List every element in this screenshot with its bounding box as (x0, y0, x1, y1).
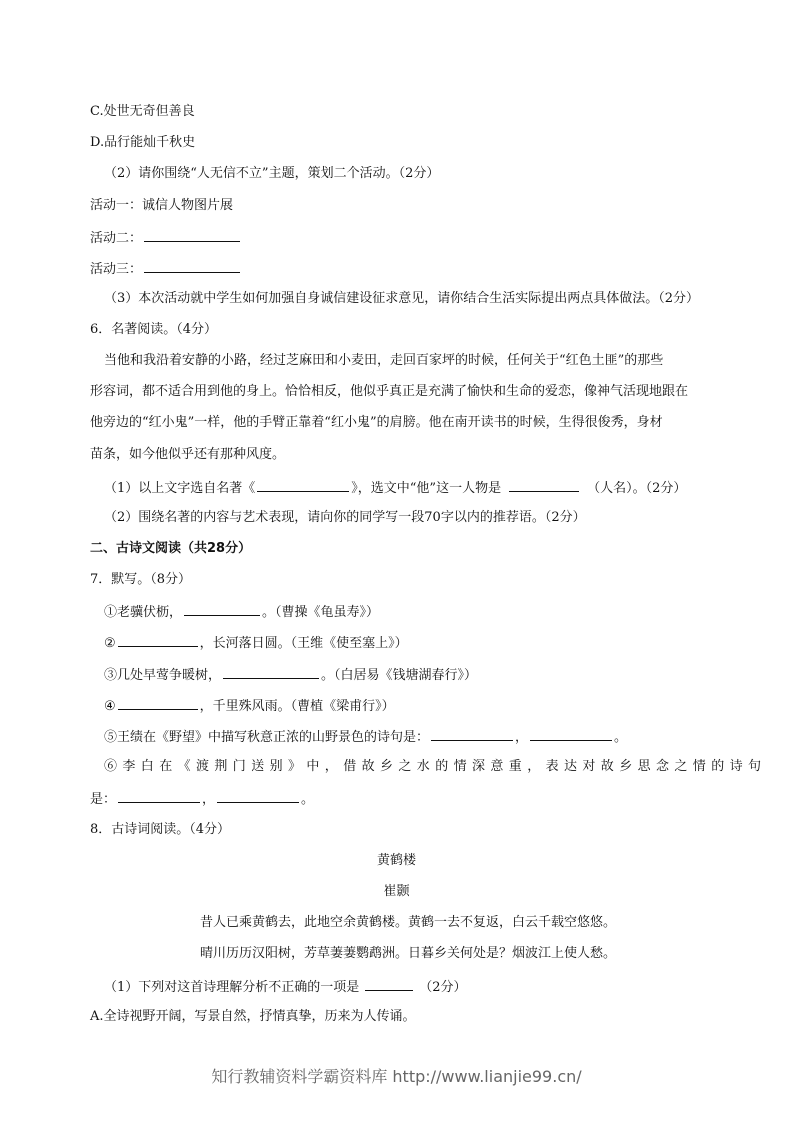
activity-2-row (90, 229, 242, 247)
answer-blank[interactable] (184, 603, 260, 616)
section-heading: 二、古诗文阅读（共28分） (90, 541, 252, 556)
poem-author: 崔颢 (383, 884, 410, 899)
passage-line: 当他和我沿着安静的小路，经过芝麻田和小麦田，走回百家坪的时候，任何关于“红色土匪”的那些 (104, 353, 664, 368)
option-d: D.品行能灿千秋史 (90, 135, 196, 150)
activity-3-row (90, 260, 242, 278)
q8-part1-a: （1）下列对这首诗理解分析不正确的一项是 (104, 980, 360, 995)
q7-item-2 (104, 634, 408, 652)
q6-part1-text-a: （1）以上文字选自名著《 (104, 481, 256, 496)
q7-item-6-a: 是： (90, 792, 117, 807)
q7-item-1-a: ①老骥伏枥， (104, 605, 183, 620)
answer-blank[interactable] (118, 697, 198, 710)
q7-item-4-b: ，千里殊风雨。（曹植《梁甫行》） (199, 699, 395, 714)
q7-item-3 (104, 666, 477, 684)
answer-blank[interactable] (144, 229, 240, 242)
q6-part1-text-c: （人名）。（2分） (587, 481, 687, 496)
q8-part1 (104, 978, 467, 996)
q7-item-5-a: ⑤王绩在《野望》中描写秋意正浓的山野景色的诗句是： (104, 730, 430, 745)
activity-2-label: 活动二： (90, 231, 143, 246)
answer-blank[interactable] (530, 728, 612, 741)
q8-option-a: A.全诗视野开阔，写景自然，抒情真挚，历来为人传诵。 (90, 1009, 416, 1024)
q7-item-2-a: ② (104, 636, 116, 651)
passage-line: 苗条，如今他似乎还有那种风度。 (90, 447, 286, 462)
q7-item-6-line2 (90, 790, 314, 808)
q6-part1 (104, 479, 686, 497)
q7-item-3-b: 。（白居易《钱塘湖春行》） (321, 668, 478, 683)
answer-blank[interactable] (217, 790, 299, 803)
q7-heading: 7．默写。（8分） (90, 572, 192, 587)
q7-item-5 (104, 728, 627, 746)
activity-3-label: 活动三： (90, 262, 143, 277)
answer-blank[interactable] (431, 728, 513, 741)
poem-line: 晴川历历汉阳树，芳草萋萋鹦鹉洲。日暮乡关何处是？烟波江上使人愁。 (200, 946, 617, 961)
q8-part1-b: （2分） (419, 980, 467, 995)
answer-blank[interactable] (144, 260, 240, 273)
activity-1: 活动一：诚信人物图片展 (90, 198, 234, 213)
answer-blank[interactable] (118, 634, 198, 647)
q8-heading: 8．古诗词阅读。（4分） (90, 822, 231, 837)
q6-part1-text-b: 》，选文中“他”这一人物是 (351, 481, 502, 496)
answer-blank[interactable] (223, 666, 319, 679)
poem-line: 昔人已乘黄鹤去，此地空余黄鹤楼。黄鹤一去不复返，白云千载空悠悠。 (200, 915, 617, 930)
passage-line: 形容词，都不适合用到他的身上。恰恰相反，他似乎真正是充满了愉快和生命的爱恋，像神气活现地跟在 (90, 384, 689, 399)
q7-item-1 (104, 603, 379, 621)
passage-line: 他旁边的“红小鬼”一样，他的手臂正靠着“红小鬼”的肩膀。他在南开读书的时候，生得很俊秀，身材 (90, 415, 663, 430)
q7-item-6-b: ， (202, 792, 216, 807)
q7-item-2-b: ，长河落日圆。（王维《使至塞上》） (199, 636, 408, 651)
person-name-blank[interactable] (509, 479, 579, 492)
q5-part3: （3）本次活动就中学生如何加强自身诚信建设征求意见，请你结合生活实际提出两点具体做法。（2分） (104, 291, 700, 306)
option-c: C.处世无奇但善良 (90, 104, 195, 119)
q7-item-3-a: ③几处早莺争暖树， (104, 668, 222, 683)
poem-title: 黄鹤楼 (376, 853, 416, 868)
q6-part2: （2）围绕名著的内容与艺术表现，请向你的同学写一段70字以内的推荐语。（2分） (104, 510, 586, 525)
q7-item-6-line1: ⑥李白在《渡荆门送别》中，借故乡之水的情深意重，表达对故乡思念之情的诗句 (104, 759, 767, 774)
q7-item-1-b: 。（曹操《龟虽寿》） (262, 605, 380, 620)
answer-blank[interactable] (118, 790, 200, 803)
book-title-blank[interactable] (257, 479, 349, 492)
q7-item-4 (104, 697, 395, 715)
q5-part2: （2）请你围绕“人无信不立”主题，策划二个活动。（2分） (104, 166, 440, 181)
q7-item-5-c: 。 (614, 730, 628, 745)
q7-item-5-b: ， (515, 730, 529, 745)
q6-heading: 6．名著阅读。（4分） (90, 322, 218, 337)
q7-item-4-a: ④ (104, 699, 116, 714)
answer-blank[interactable] (365, 978, 413, 991)
q7-item-6-c: 。 (301, 792, 315, 807)
footer-watermark: 知行教辅资料学霸资料库 http://www.lianjie99.cn/ (211, 1067, 582, 1086)
